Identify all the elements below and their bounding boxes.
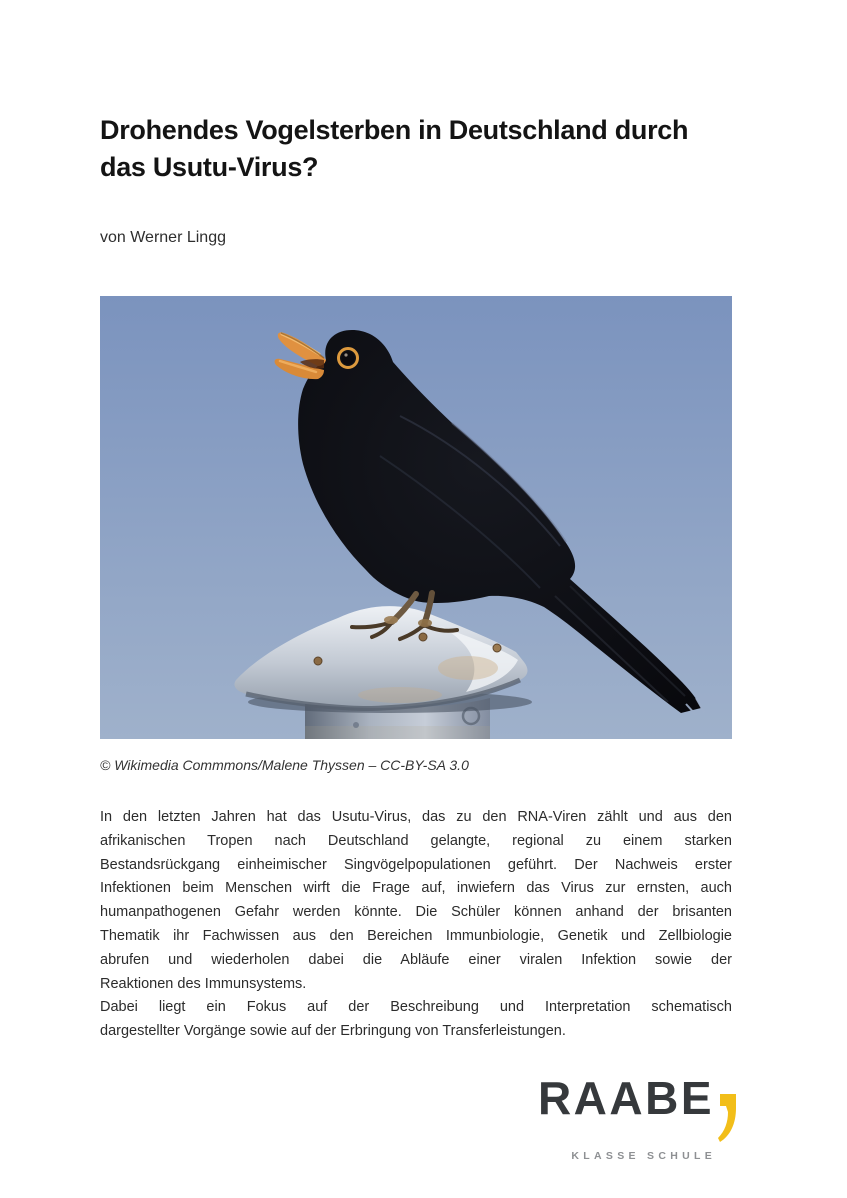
cap-rivet <box>314 657 322 665</box>
raabe-logo-tagline: KLASSE SCHULE <box>571 1150 716 1162</box>
raabe-logo <box>537 1072 737 1162</box>
cap-rivet <box>419 633 427 641</box>
body-line: dargestellter Vorgänge sowie auf der Erbringung von Transferleistungen. <box>100 1023 566 1040</box>
raabe-logo-wordmark: RAABE <box>537 1072 714 1124</box>
logo-comma-icon <box>718 1094 737 1147</box>
body-line: Dabei liegt ein Fokus auf der Beschreibung und Interpretation schematisch <box>100 999 732 1016</box>
blackbird-photo-illustration <box>100 296 732 739</box>
page-title <box>100 112 760 186</box>
body-line: Reaktionen des Immunsystems. <box>100 975 307 992</box>
blackbird-photo <box>100 296 732 739</box>
photo-credit-caption: © Wikimedia Commmons/Malene Thyssen – CC-BY-SA 3.0 <box>100 757 469 773</box>
body-line: In den letzten Jahren hat das Usutu-Virus, das zu den RNA-Viren zählt und aus den <box>100 809 732 825</box>
body-line: Bestandsrückgang einheimischer Singvögelpopulationen geführt. Der Nachweis erster <box>100 856 732 873</box>
page-title-line2: das Usutu-Virus? <box>100 152 319 182</box>
body-line: Thematik ihr Fachwissen aus den Bereichen Immunbiologie, Genetik und Zellbiologie <box>100 927 732 944</box>
bird-eye <box>342 352 355 365</box>
body-line: humanpathogenen Gefahr werden könnte. Die Schüler können anhand der brisanten <box>100 904 732 921</box>
body-text <box>100 806 732 1044</box>
body-line: Infektionen beim Menschen wirft die Frage auf, inwiefern das Virus zur ernsten, auch <box>100 880 732 897</box>
cap-rivet <box>493 644 501 652</box>
body-line: afrikanischen Tropen nach Deutschland gelangte, regional zu einem starken <box>100 832 732 849</box>
page-title-line1: Drohendes Vogelsterben in Deutschland durch <box>100 115 689 145</box>
author-line: von Werner Lingg <box>100 229 226 246</box>
body-line: abrufen und wiederholen dabei die Abläufe einer viralen Infektion sowie der <box>100 951 732 968</box>
